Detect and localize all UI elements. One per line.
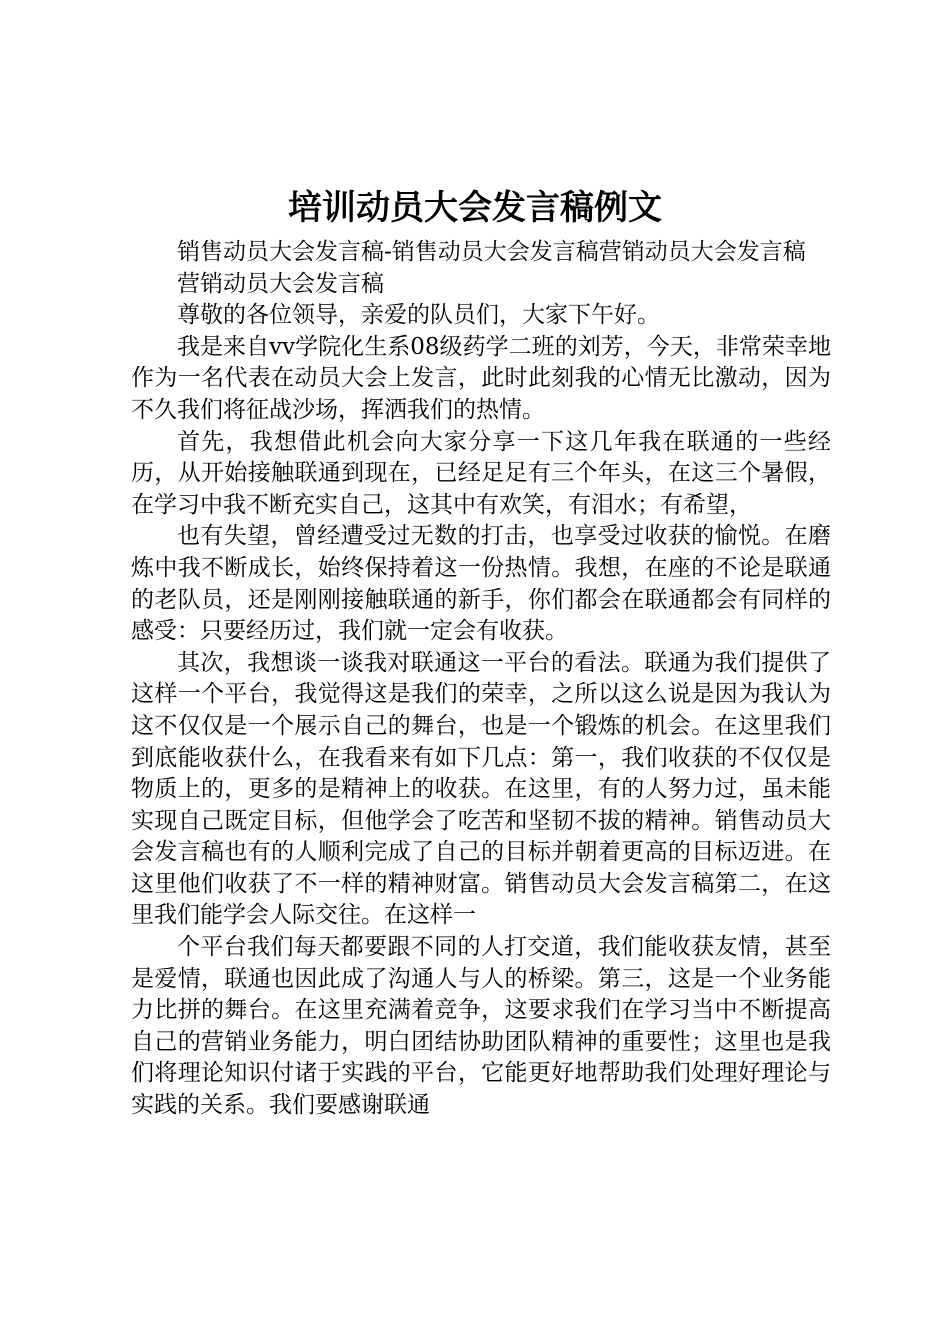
paragraph: 首先，我想借此机会向大家分享一下这几年我在联通的一些经历，从开始接触联通到现在，已经足足有三个年头，在这三个暑假，在学习中我不断充实自己，这其中有欢笑，有泪水；有希望，	[131, 428, 831, 518]
paragraph: 也有失望，曾经遭受过无数的打击，也享受过收获的愉悦。在磨炼中我不断成长，始终保持着这一份热情。我想，在座的不论是联通的老队员，还是刚刚接触联通的新手，你们都会在联通都会有同样的感受：只要经历过，我们就一定会有收获。	[131, 523, 831, 645]
paragraph: 销售动员大会发言稿-销售动员大会发言稿营销动员大会发言稿	[177, 239, 806, 265]
paragraph: 营销动员大会发言稿	[177, 270, 384, 297]
paragraph: 我是来自vv学院化生系08级药学二班的刘芳，今天，非常荣幸地作为一名代表在动员大会上发言，此时此刻我的心情无比激动，因为不久我们将征战沙场，挥洒我们的热情。	[131, 333, 831, 423]
paragraph: 其次，我想谈一谈我对联通这一平台的看法。联通为我们提供了这样一个平台，我觉得这是我们的荣幸，之所以这么说是因为我认为这不仅仅是一个展示自己的舞台，也是一个锻炼的机会。在这里我们到底能收获什么，在我看来有如下几点：第一，我们收获的不仅仅是物质上的，更多的是精神上的收获。在这里，有的人努力过，虽未能实现自己既定目标，但他学会了吃苦和坚韧不拔的精神。销售动员大会发言稿也有的人顺利完成了自己的目标并朝着更高的目标迈进。在这里他们收获了不一样的精神财富。销售动员大会发言稿第二，在这里我们能学会人际交往。在这样一	[131, 649, 831, 929]
paragraph: 尊敬的各位领导，亲爱的队员们，大家下午好。	[177, 302, 660, 329]
document-title: 培训动员大会发言稿例文	[288, 188, 662, 228]
document-body	[131, 237, 831, 1122]
paragraph: 个平台我们每天都要跟不同的人打交道，我们能收获友情，甚至是爱情，联通也因此成了沟通人与人的桥梁。第三，这是一个业务能力比拼的舞台。在这里充满着竞争，这要求我们在学习当中不断提高自己的营销业务能力，明白团结协助团队精神的重要性；这里也是我们将理论知识付诸于实践的平台，它能更好地帮助我们处理好理论与实践的关系。我们要感谢联通	[131, 934, 831, 1119]
